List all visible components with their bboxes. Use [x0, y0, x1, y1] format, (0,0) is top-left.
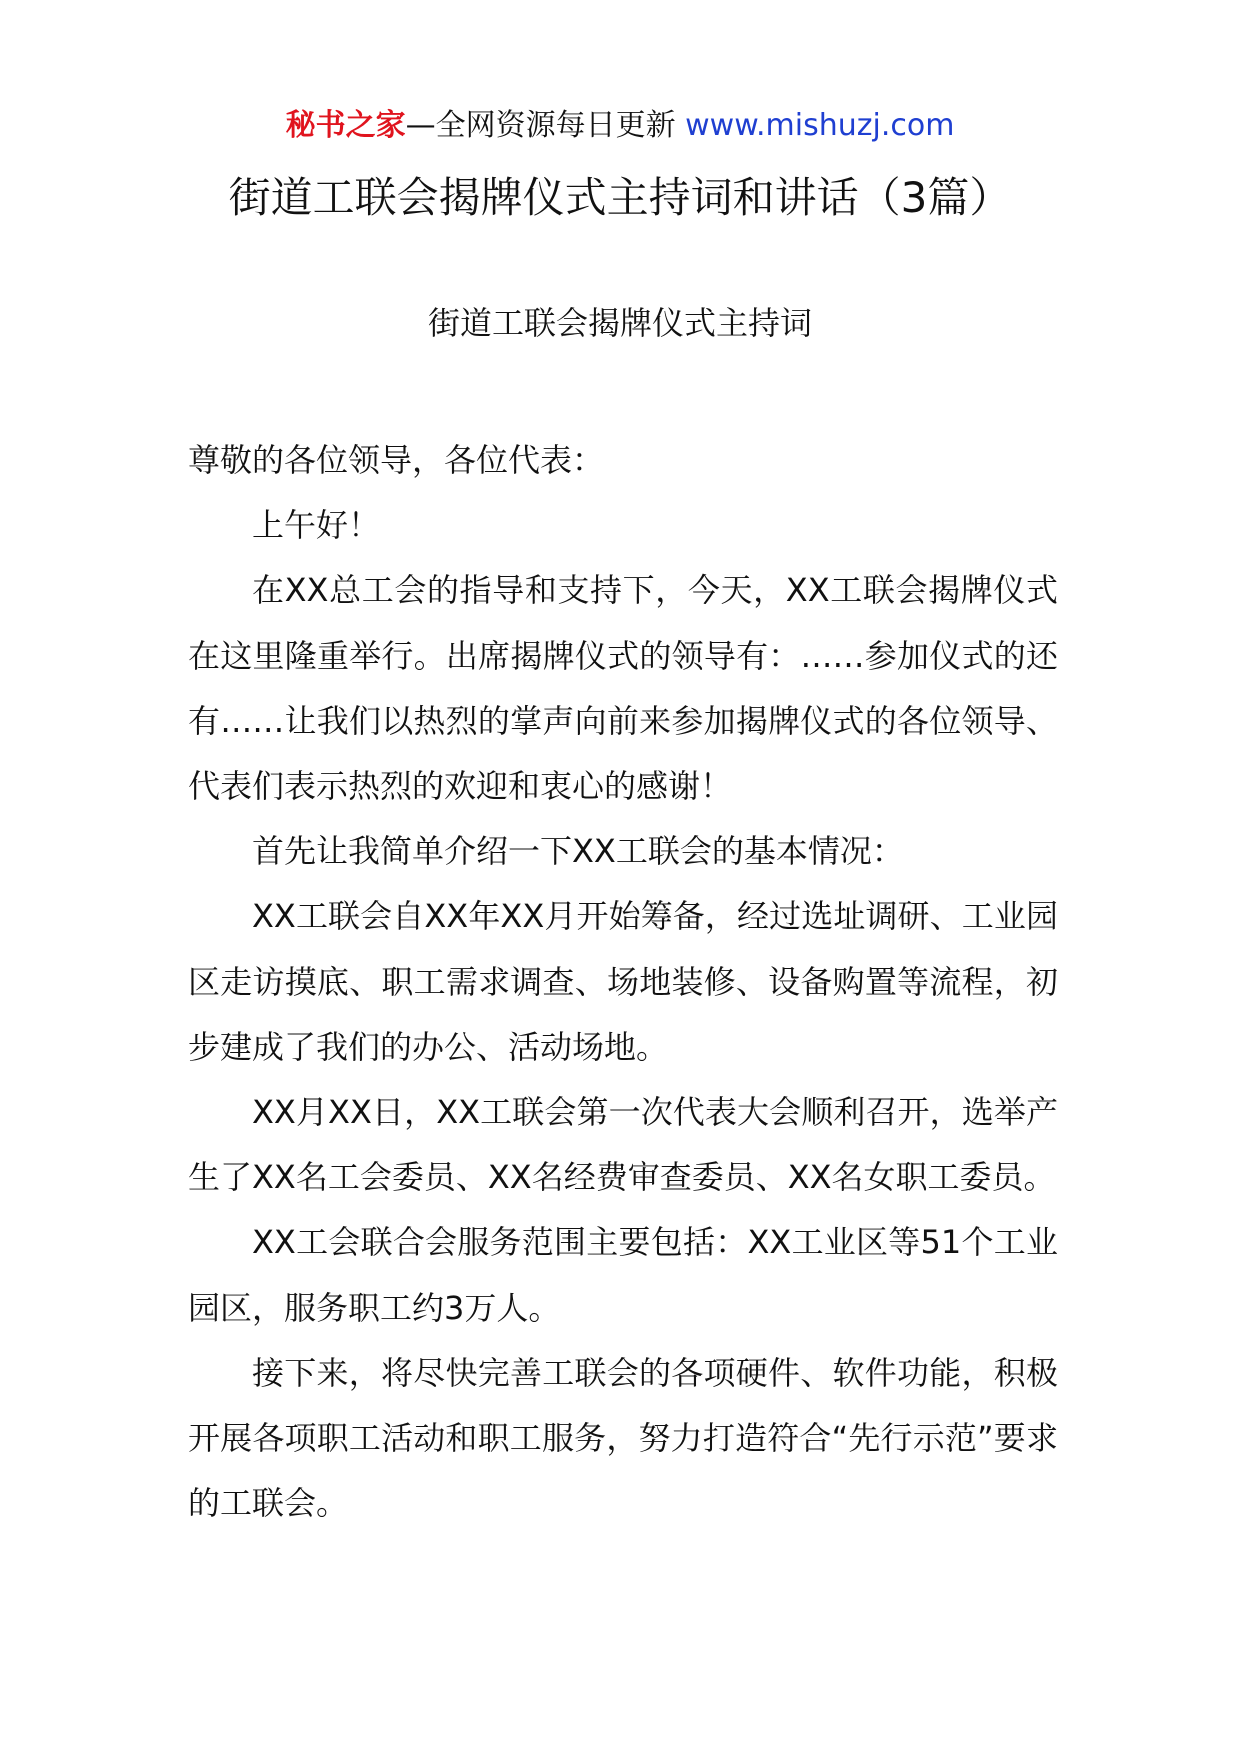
- site-brand: 秘书之家: [285, 108, 406, 143]
- paragraph: 在XX总工会的指导和支持下，今天，XX工联会揭牌仪式在这里隆重举行。出席揭牌仪式的领导有：……参加仪式的还有……让我们以热烈的掌声向前来参加揭牌仪式的各位领导、代表们表示热烈的欢迎和衷心的感谢！: [188, 571, 1058, 806]
- paragraph: 上午好！: [252, 506, 381, 545]
- section-title: 街道工联会揭牌仪式主持词: [427, 304, 812, 342]
- site-url-link[interactable]: www.mishuzj.com: [685, 108, 955, 143]
- site-tagline: —全网资源每日更新: [405, 108, 676, 143]
- document-body: [188, 428, 1058, 1536]
- paragraph: XX工会联合会服务范围主要包括：XX工业区等51个工业园区，服务职工约3万人。: [188, 1223, 1058, 1327]
- document-title: 街道工联会揭牌仪式主持词和讲话（3篇）: [228, 173, 1012, 222]
- paragraph: XX月XX日，XX工联会第一次代表大会顺利召开，选举产生了XX名工会委员、XX名经费审查委员、XX名女职工委员。: [188, 1093, 1058, 1197]
- site-header: [0, 104, 1240, 148]
- paragraph: 首先让我简单介绍一下XX工联会的基本情况：: [252, 832, 904, 871]
- salutation: 尊敬的各位领导，各位代表：: [188, 441, 605, 479]
- paragraph: 接下来，将尽快完善工联会的各项硬件、软件功能，积极开展各项职工活动和职工服务，努力打造符合“先行示范”要求的工联会。: [188, 1353, 1058, 1523]
- paragraph: XX工联会自XX年XX月开始筹备，经过选址调研、工业园区走访摸底、职工需求调查、场地装修、设备购置等流程，初步建成了我们的办公、活动场地。: [188, 897, 1058, 1066]
